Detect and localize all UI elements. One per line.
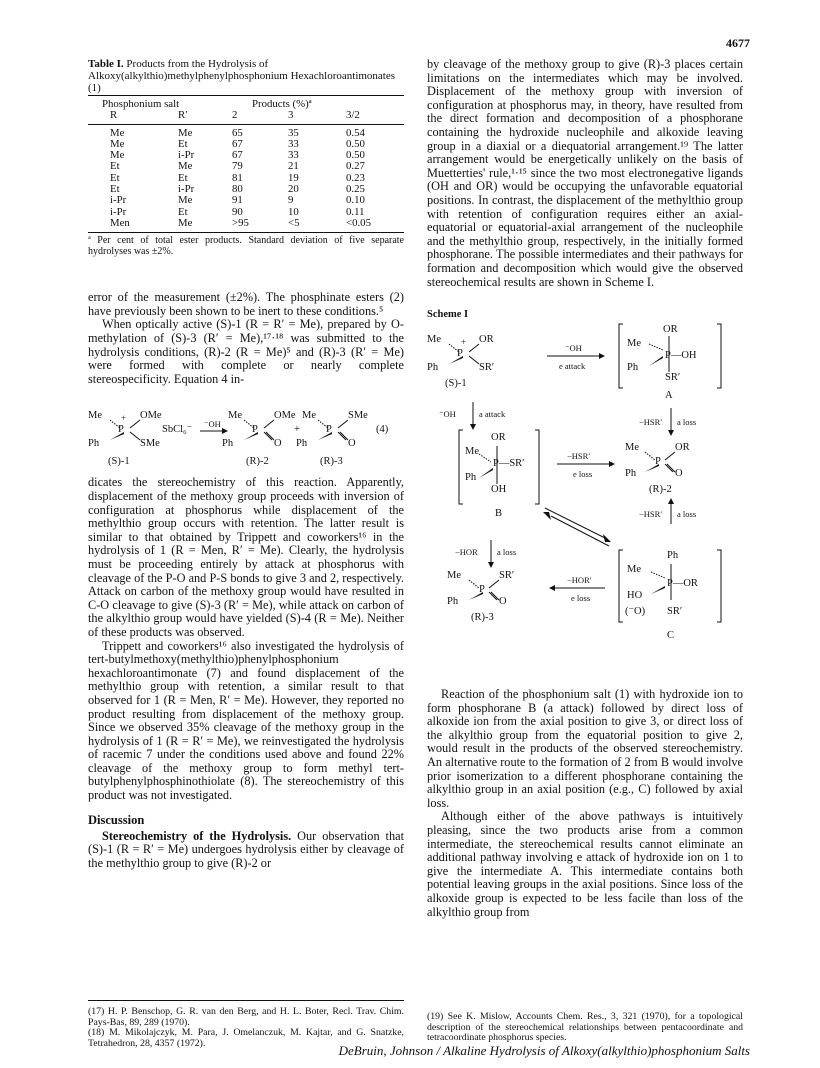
table-cell: Me (178, 194, 193, 207)
arrow-b-down-reagent: −HOR (455, 547, 478, 558)
table-cell: 79 (232, 160, 243, 173)
references-right (427, 1000, 743, 1044)
arrow-r2-mode: a loss (677, 509, 697, 520)
eq-plus: + (294, 424, 300, 436)
col-header-2: 2 (230, 110, 286, 124)
table-cell: 0.50 (346, 137, 365, 150)
products-table (88, 95, 404, 233)
a-or: OR (663, 324, 678, 336)
eq-r3-me: Me (302, 410, 316, 422)
paragraph-optically-active: When optically active (S)-1 (R = R′ = Me), prepared by O-methylation of (S)-3 (R′ = Me),¹⁷·¹⁸ was submitted to the hydrolysis conditions, (R)-2 (R = Me)⁵ and (R)-3 (R′ = Me) were formed with complete or nearly complete stereospecificity. Equation 4 in- (88, 317, 404, 386)
table-cell: Me (178, 160, 193, 173)
table-row (88, 124, 404, 139)
table-cell: 0.27 (346, 160, 365, 173)
section-heading-discussion: Discussion (88, 812, 145, 827)
table-cell: Et (178, 171, 188, 184)
b-label: B (495, 508, 503, 520)
table-cell: 67 (232, 149, 243, 162)
r3-me: Me (447, 570, 461, 582)
eq-r3-o: O (348, 438, 356, 450)
table-row (88, 195, 404, 206)
r2-o: O (675, 468, 683, 480)
arrow-r2-reagent: −HSR′ (639, 509, 663, 520)
right-column (427, 58, 743, 919)
paragraph-dicates: dicates the stereochemistry of this reaction. Apparently, displacement of the methoxy group proceeds with inversion of configuration at phosphorus while displacement of the methylthio group occurs with retention. The latter result is similar to that obtained by Trippett and coworkers¹⁶ in the hydrolysis of 1 (R = Men, R′ = Me). Clearly, the hydrolysis must be proceeding entirely by attack at phosphorus with cleavage of the P-O and P-S bonds to give 3 and 2, respectively. Attack on carbon of the methoxy group would have resulted in C-O cleavage to give (S)-3 (R′ = Me), while attack on carbon of the alkylthio group would have yielded (S)-4 (R = Me). Neither of these products was observed. (88, 475, 404, 639)
eq-s1-me: Me (88, 410, 102, 422)
c-ph: Ph (667, 550, 679, 562)
table-cell: Me (170, 218, 230, 233)
a-ph: Ph (627, 362, 639, 374)
c-anion: (⁻O) (625, 606, 646, 618)
s1-or: OR (479, 334, 494, 346)
table-cell: 21 (288, 160, 299, 173)
table-cell: i-Pr (178, 183, 195, 196)
table-cell: 0.11 (346, 205, 365, 218)
table-cell: Me (178, 126, 193, 139)
eq-s1-ome: OMe (140, 410, 162, 422)
table-cell: Me (110, 126, 125, 139)
table-cell: 9 (288, 194, 294, 207)
arrow-c-reagent: −HOR′ (567, 575, 592, 586)
s1-plus: + (461, 337, 467, 348)
left-column (88, 58, 404, 870)
eq-number: (4) (376, 424, 389, 436)
paragraph-reaction: Reaction of the phosphonium salt (1) with hydroxide ion to form phosphorane B (a attack) followed by direct loss of alkoxide ion from the axial position to give 3, or direct loss of the alkylthio group from the equatorial position to give 2, would result in the products of the observed stereochemistry. An alternative route to the formation of 2 from B would involve prior isomerization to a different phosphorane containing the alkylthio group in an axial position (e.g., C) followed by axial loss. (427, 687, 743, 810)
running-footer: DeBruin, Johnson / Alkaline Hydrolysis of Alkoxy(alkylthio)phosphonium Salts (338, 1043, 750, 1058)
s1-label: (S)-1 (445, 378, 467, 390)
table-cell: Me (110, 137, 125, 150)
col-header-r-prime: R′ (170, 110, 230, 124)
table-cell: 35 (288, 126, 299, 139)
scheme-1 (427, 324, 743, 684)
table-cell: 0.10 (346, 194, 365, 207)
eq-r3-ph: Ph (296, 438, 308, 450)
b-ph: Ph (465, 472, 477, 484)
eq-s1-p: P (118, 424, 124, 436)
page-number: 4677 (726, 36, 750, 50)
arrow-a-mode: a loss (677, 417, 697, 428)
a-me: Me (627, 338, 641, 350)
s1-sr: SR′ (479, 362, 495, 374)
s1-p: P (457, 348, 463, 360)
group-header-salt: Phosphonium salt (88, 96, 230, 111)
table-cell: 80 (232, 183, 243, 196)
table-cell: 91 (232, 194, 243, 207)
table-cell: Et (110, 183, 120, 196)
arrow-top-reagent: ⁻OH (565, 343, 582, 354)
eq-r3-p: P (326, 424, 332, 436)
arrow-down-left-reagent: ⁻OH (439, 409, 456, 420)
table-cell: 65 (232, 126, 243, 139)
r2-ph: Ph (625, 468, 637, 480)
table-cell: 67 (232, 137, 243, 150)
table-cell: Men (88, 218, 170, 233)
table-title (88, 58, 404, 94)
paragraph-error: error of the measurement (±2%). The phosphinate esters (2) have previously been shown to be inert to these conditions.⁵ (88, 290, 404, 318)
table-row (88, 218, 404, 233)
eq-counterion: SbCl₆⁻ (162, 424, 193, 436)
table-cell: i-Pr (178, 149, 195, 162)
runin-heading: Stereochemistry of the Hydrolysis. (102, 828, 292, 843)
table-cell: 0.23 (346, 171, 365, 184)
eq-reagent: ⁻OH (204, 419, 221, 430)
b-me: Me (465, 446, 479, 458)
eq-s1-ph: Ph (88, 438, 100, 450)
r3-o: O (499, 596, 507, 608)
b-oh: OH (491, 484, 507, 496)
table-cell: 19 (288, 171, 299, 184)
b-p-sr: P—SR′ (493, 458, 525, 470)
eq-label-r2: (R)-2 (246, 456, 269, 468)
group-header-products: Products (%)ª (230, 96, 404, 111)
paragraph-cleavage: by cleavage of the methoxy group to give (R)-3 places certain limitations on the intermediates which may be involved. Displacement of the methoxy group with inversion of configuration at phosphorus may, in theory, have resulted from the direct formation and decomposition of a phosphorane containing the hydroxide nucleophile and alkoxide leaving group in a diaxial or a diequatorial arrangement.¹⁹ The latter arrangement would be energetically unlikely on the basis of Muetterties' rule,¹·¹⁵ since the two most electronegative ligands (OH and OR) would be occupying the unfavorable equatorial positions. In contrast, the displacement of the methylthio group with retention of configuration requires either an axial-equatorial or equatorial-axial arrangement of the nucleophile and the methylthio group, respectively, in the initially formed phosphorane. The possible intermediates and their pathways for formation and decomposition which would give the observed stereochemical results are shown in Scheme I. (427, 57, 743, 289)
eq-r2-ome: OMe (274, 410, 296, 422)
arrow-b-down-mode: a loss (497, 547, 517, 558)
c-sr: SR′ (667, 606, 683, 618)
references-left (88, 1000, 404, 1049)
col-header-r: R (88, 110, 170, 124)
table-cell: Et (178, 205, 188, 218)
table-cell: <5 (286, 218, 344, 233)
table-cell: Et (110, 160, 120, 173)
eq-r2-p: P (252, 424, 258, 436)
arrow-down-left-mode: a attack (479, 409, 506, 420)
table-cell: 20 (288, 183, 299, 196)
table-cell: 0.25 (346, 183, 365, 196)
table-cell: <0.05 (344, 218, 404, 233)
eq-label-r3: (R)-3 (320, 456, 343, 468)
r2-p: P (655, 456, 661, 468)
table-cell: i-Pr (110, 205, 127, 218)
table-cell: 0.50 (346, 149, 365, 162)
table-cell: Me (110, 149, 125, 162)
c-ho: HO (627, 590, 643, 602)
arrow-b-reagent: −HSR′ (567, 451, 591, 462)
table-cell: 10 (288, 205, 299, 218)
equation-4 (88, 390, 404, 472)
b-or: OR (491, 432, 506, 444)
scheme-title: Scheme I (427, 309, 469, 321)
a-p-oh: P—OH (665, 350, 697, 362)
r3-label: (R)-3 (471, 612, 494, 624)
paragraph-stereochemistry (88, 830, 404, 871)
eq-r2-ph: Ph (222, 438, 234, 450)
eq-r2-o: O (274, 438, 282, 450)
eq-r3-sme: SMe (348, 410, 368, 422)
table-title-label: Table I. (88, 58, 124, 70)
scheme-1-lines (427, 324, 743, 684)
r3-ph: Ph (447, 596, 459, 608)
table-footnote: ª Per cent of total ester products. Standard deviation of five separate hydrolyses was ±2%. (88, 235, 404, 258)
paragraph-trippett: Trippett and coworkers¹⁶ also investigated the hydrolysis of tert-butylmethoxy(methylthio)phenylphosphonium hexachloroantimonate (7) and found displacement of the methylthio group with retention, a similar result to that observed for 1 (R = Men, R′ = Me). However, they reported no product resulting from displacement of the methoxy group. Since we observed 35% cleavage of the methoxy group in the hydrolysis of 1 (R = R′ = Me), we reinvestigated the hydrolysis of racemic 7 under the conditions used above and found 22% cleavage of the methoxy group to form methyl tert-butylphenylphosphinothiolate (8). The stereochemistry of this product was not investigated. (88, 638, 404, 803)
table-cell: >95 (230, 218, 286, 233)
s1-ph: Ph (427, 362, 439, 374)
eq-label-s1: (S)-1 (108, 456, 130, 468)
arrow-c-mode: e loss (571, 593, 591, 604)
col-header-ratio: 3/2 (344, 110, 404, 124)
reference-19: (19) See K. Mislow, Accounts Chem. Res., 3, 321 (1970), for a topological description of the stereochemical relationships between pentacoordinate and tetracoordinate phosphorus species. (427, 1011, 743, 1044)
paragraph-although: Although either of the above pathways is intuitively pleasing, since the two products arise from a common intermediate, the stereochemical results cannot eliminate an additional pathway involving e attack of hydroxide ion on 1 to give the intermediate A. This intermediate contains both potential leaving groups in the axial positions. Since loss of the alkoxide group is expected to be less facile than loss of the alkylthio group from (427, 809, 743, 919)
r3-p: P (479, 584, 485, 596)
eq-s1-sme: SMe (140, 438, 160, 450)
c-label: C (667, 630, 675, 642)
r3-sr: SR′ (499, 570, 515, 582)
c-me: Me (627, 564, 641, 576)
table-cell: i-Pr (110, 194, 127, 207)
c-p-or: P—OR (667, 578, 698, 590)
reference-18: (18) M. Mikolajczyk, M. Para, J. Omelanczuk, M. Kajtar, and G. Snatzke, Tetrahedron, 28, 4357 (1972). (88, 1027, 404, 1049)
table-cell: 33 (288, 137, 299, 150)
arrow-top-mode: e attack (559, 361, 586, 372)
s1-me: Me (427, 334, 441, 346)
table-cell: 81 (232, 171, 243, 184)
eq-r2-me: Me (228, 410, 242, 422)
table-title-text: Products from the Hydrolysis of Alkoxy(alkylthio)methylphenylphosphonium Hexachloroantimonates (1) (88, 58, 396, 94)
table-cell: 0.54 (346, 126, 365, 139)
paragraph-stereochemistry-text: Our observation that (S)-1 (R = R′ = Me) undergoes hydrolysis either by cleavage of the methylthio group to give (R)-2 or (88, 828, 404, 870)
arrow-b-mode: e loss (573, 469, 593, 480)
a-label: A (665, 390, 673, 402)
table-cell: Et (110, 171, 120, 184)
arrow-a-reagent: −HSR′ (639, 417, 663, 428)
eq-s1-plus: + (121, 413, 127, 424)
table-cell: Et (178, 137, 188, 150)
r2-or: OR (675, 442, 690, 454)
r2-label: (R)-2 (649, 484, 672, 496)
r2-me: Me (625, 442, 639, 454)
table-cell: 90 (232, 205, 243, 218)
reference-17: (17) H. P. Benschop, G. R. van den Berg, and H. L. Boter, Recl. Trav. Chim. Pays-Bas, 89, 289 (1970). (88, 1006, 404, 1028)
a-sr: SR′ (665, 372, 681, 384)
table-cell: 33 (288, 149, 299, 162)
col-header-3: 3 (286, 110, 344, 124)
